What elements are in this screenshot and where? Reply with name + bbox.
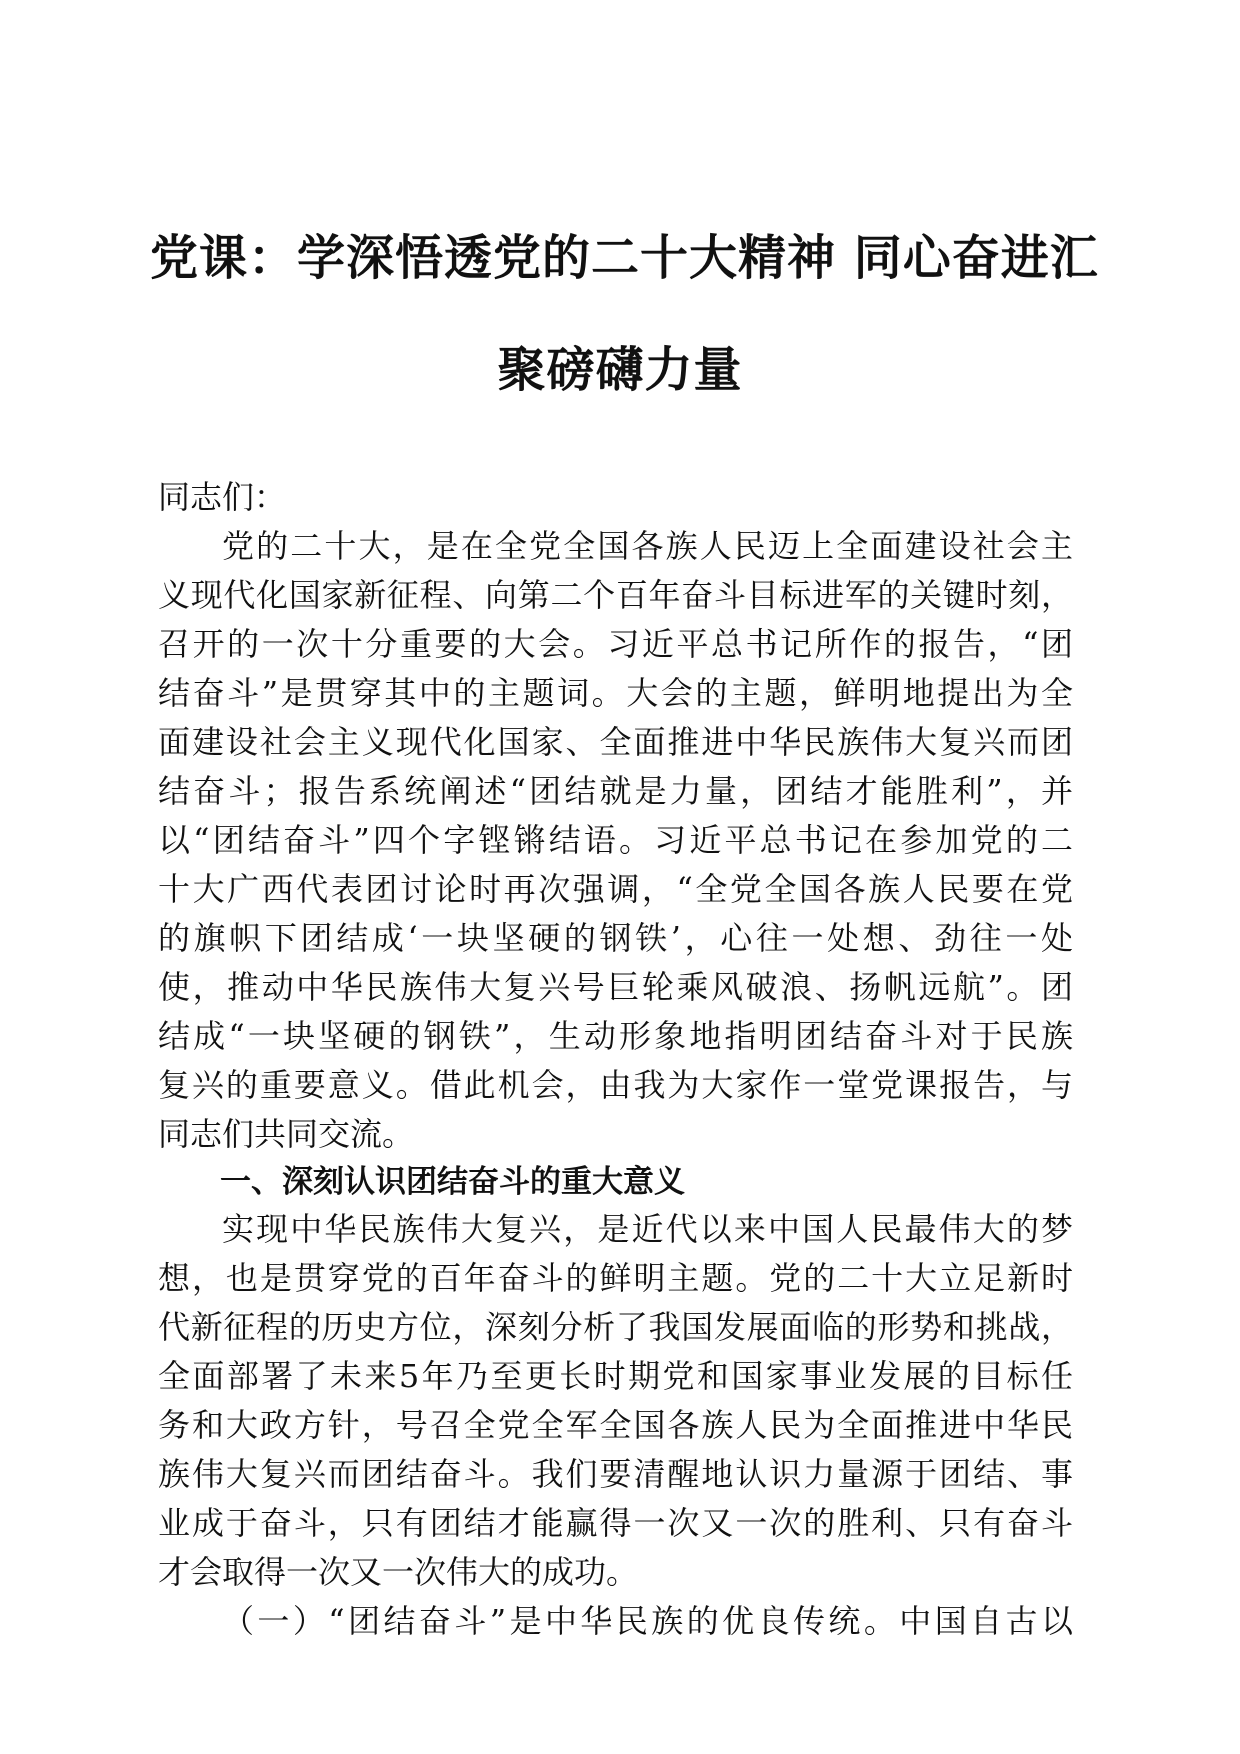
paragraph-1-line: 的旗帜下团结成‘一块坚硬的钢铁’，心往一处想、劲往一处 — [158, 919, 1073, 957]
paragraph-2-line: 业成于奋斗，只有团结才能赢得一次又一次的胜利、只有奋斗 — [158, 1504, 1073, 1542]
paragraph-2-line: 想，也是贯穿党的百年奋斗的鲜明主题。党的二十大立足新时 — [158, 1259, 1073, 1297]
paragraph-1-line: 面建设社会主义现代化国家、全面推进中华民族伟大复兴而团 — [158, 723, 1073, 761]
paragraph-2-line: 实现中华民族伟大复兴，是近代以来中国人民最伟大的梦 — [222, 1210, 1073, 1248]
paragraph-2-line: 才会取得一次又一次伟大的成功。 — [158, 1553, 639, 1591]
paragraph-2-line: 全面部署了未来5年乃至更长时期党和国家事业发展的目标任 — [158, 1357, 1073, 1395]
document-body — [158, 473, 1073, 1646]
document-title-line-1: 党课：学深悟透党的二十大精神 同心奋进汇 — [150, 230, 1099, 286]
paragraph-1-line: 十大广西代表团讨论时再次强调，“全党全国各族人民要在党 — [158, 870, 1073, 908]
paragraph-1-line: 以“团结奋斗”四个字铿锵结语。习近平总书记在参加党的二 — [158, 821, 1073, 859]
paragraph-1-line: 结成“一块坚硬的钢铁”，生动形象地指明团结奋斗对于民族 — [158, 1017, 1073, 1055]
paragraph-1-line: 义现代化国家新征程、向第二个百年奋斗目标进军的关键时刻， — [158, 576, 1073, 614]
paragraph-2-line: 务和大政方针，号召全党全军全国各族人民为全面推进中华民 — [158, 1406, 1073, 1444]
section-heading-1: 一、深刻认识团结奋斗的重大意义 — [220, 1164, 685, 1200]
paragraph-1-line: 结奋斗”是贯穿其中的主题词。大会的主题，鲜明地提出为全 — [158, 674, 1073, 712]
paragraph-1-line: 党的二十大，是在全党全国各族人民迈上全面建设社会主 — [222, 527, 1073, 565]
paragraph-1-line: 结奋斗；报告系统阐述“团结就是力量，团结才能胜利”，并 — [158, 772, 1073, 810]
document-title-line-2: 聚磅礴力量 — [497, 342, 743, 398]
salutation: 同志们： — [158, 478, 287, 516]
paragraph-1-line: 召开的一次十分重要的大会。习近平总书记所作的报告，“团 — [158, 625, 1073, 663]
paragraph-1-line: 使，推动中华民族伟大复兴号巨轮乘风破浪、扬帆远航”。团 — [158, 968, 1073, 1006]
paragraph-2-line: 族伟大复兴而团结奋斗。我们要清醒地认识力量源于团结、事 — [158, 1455, 1073, 1493]
paragraph-1-line: 复兴的重要意义。借此机会，由我为大家作一堂党课报告，与 — [158, 1066, 1073, 1104]
paragraph-3-line: （一）“团结奋斗”是中华民族的优良传统。中国自古以 — [222, 1602, 1073, 1640]
paragraph-2-line: 代新征程的历史方位，深刻分析了我国发展面临的形势和挑战， — [158, 1308, 1073, 1346]
paragraph-1-line: 同志们共同交流。 — [158, 1115, 415, 1153]
